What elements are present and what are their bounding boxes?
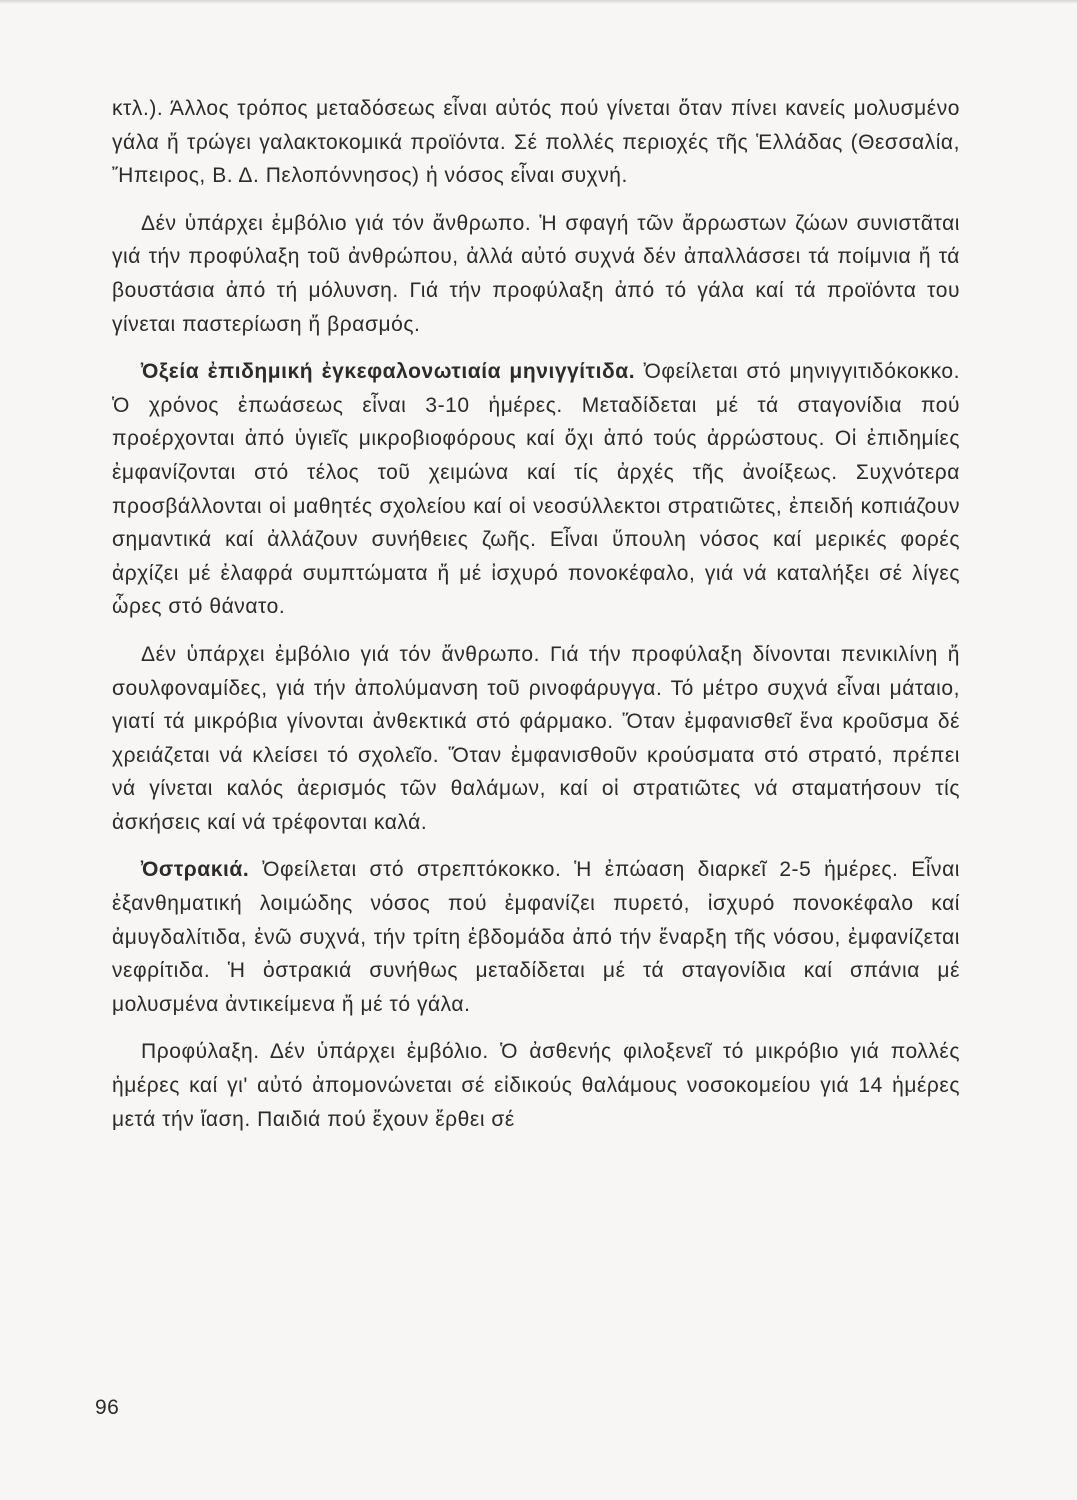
page-body	[112, 92, 960, 1136]
section-term-meningitis: Ὀξεία ἐπιδημική ἐγκεφαλονωτιαία μηνιγγίτιδα.	[141, 360, 636, 384]
paragraph-text: Προφύλαξη. Δέν ὑπάρχει ἐμβόλιο. Ὁ ἀσθενής φιλοξενεῖ τό μικρόβιο γιά πολλές ἡμέρες καί γι' αὐτό ἀπομονώνεται σέ εἰδικούς θαλάμους νοσοκομείου γιά 14 ἡμέρες μετά τήν ἴαση. Παιδιά πού ἔχουν ἔρθει σέ	[112, 1040, 960, 1131]
paragraph-meningitis-prevention	[112, 638, 960, 840]
paragraph-meningitis	[112, 355, 960, 624]
paragraph-text: Ὀφείλεται στό στρεπτόκοκκο. Ἡ ἐπώαση διαρκεῖ 2-5 ἡμέρες. Εἶναι ἐξανθηματική λοιμώδης νόσος πού ἐμφανίζει πυρετό, ἰσχυρό πονοκέφαλο καί ἀμυγδαλίτιδα, ἐνῶ συχνά, τήν τρίτη ἑβδομάδα ἀπό τήν ἔναρξη τῆς νόσου, ἐμφανίζεται νεφρίτιδα. Ἡ ὀστρακιά συνήθως μεταδίδεται μέ τά σταγονίδια καί σπάνια μέ μολυσμένα ἀντικείμενα ἤ μέ τό γάλα.	[112, 858, 960, 1016]
section-term-scarlet-fever: Ὀστρακιά.	[141, 858, 250, 882]
paragraph-text: Δέν ὑπάρχει ἐμβόλιο γιά τόν ἄνθρωπο. Ἡ σφαγή τῶν ἄρρωστων ζώων συνιστᾶται γιά τήν προφύλαξη τοῦ ἀνθρώπου, ἀλλά αὐτό συχνά δέν ἀπαλλάσσει τά ποίμνια ἤ τά βουστάσια ἀπό τή μόλυνση. Γιά τήν προφύλαξη ἀπό τό γάλα καί τά προϊόντα του γίνεται παστερίωση ἤ βρασμός.	[112, 211, 960, 336]
paragraph-text: Δέν ὑπάρχει ἐμβόλιο γιά τόν ἄνθρωπο. Γιά τήν προφύλαξη δίνονται πενικιλίνη ἤ σουλφοναμίδες, γιά τήν ἀπολύμανση τοῦ ρινοφάρυγγα. Τό μέτρο συχνά εἶναι μάταιο, γιατί τά μικρόβια γίνονται ἀνθεκτικά στό φάρμακο. Ὅταν ἐμφανισθεῖ ἕνα κροῦσμα δέ χρειάζεται νά κλείσει τό σχολεῖο. Ὅταν ἐμφανισθοῦν κρούσματα στό στρατό, πρέπει νά γίνεται καλός ἀερισμός τῶν θαλάμων, καί οἱ στρατιῶτες νά σταματήσουν τίς ἀσκήσεις καί νά τρέφονται καλά.	[112, 642, 960, 834]
paragraph-scarlet-fever-prevention	[112, 1035, 960, 1136]
page-number: 96	[95, 1396, 120, 1419]
page-top-edge	[0, 0, 1077, 4]
paragraph-brucellosis-prevention	[112, 207, 960, 341]
paragraph-text: Ὀφείλεται στό μηνιγγιτιδόκοκκο. Ὁ χρόνος ἐπωάσεως εἶναι 3-10 ἡμέρες. Μεταδίδεται μέ τά σταγονίδια πού προέρχονται ἀπό ὑγιεῖς μικροβιοφόρους καί ὄχι ἀπό τούς ἀρρώστους. Οἱ ἐπιδημίες ἐμφανίζονται στό τέλος τοῦ χειμώνα καί τίς ἀρχές τῆς ἀνοίξεως. Συχνότερα προσβάλλονται οἱ μαθητές σχολείου καί οἱ νεοσύλλεκτοι στρατιῶτες, ἐπειδή κοπιάζουν σημαντικά καί ἀλλάζουν συνήθειες ζωῆς. Εἶναι ὕπουλη νόσος καί μερικές φορές ἀρχίζει μέ ἐλαφρά συμπτώματα ἤ μέ ἰσχυρό πονοκέφαλο, γιά νά καταλήξει σέ λίγες ὧρες στό θάνατο.	[112, 360, 960, 619]
paragraph-text: κτλ.). Άλλος τρόπος μεταδόσεως εἶναι αὐτός πού γίνεται ὅταν πίνει κανείς μολυσμένο γάλα ἤ τρώγει γαλακτοκομικά προϊόντα. Σέ πολλές περιοχές τῆς Ἑλλάδας (Θεσσαλία, Ἤπειρος, Β. Δ. Πελοπόννησος) ἡ νόσος εἶναι συχνή.	[112, 97, 960, 188]
paragraph-brucellosis-transmission	[112, 92, 960, 193]
paragraph-scarlet-fever	[112, 853, 960, 1021]
